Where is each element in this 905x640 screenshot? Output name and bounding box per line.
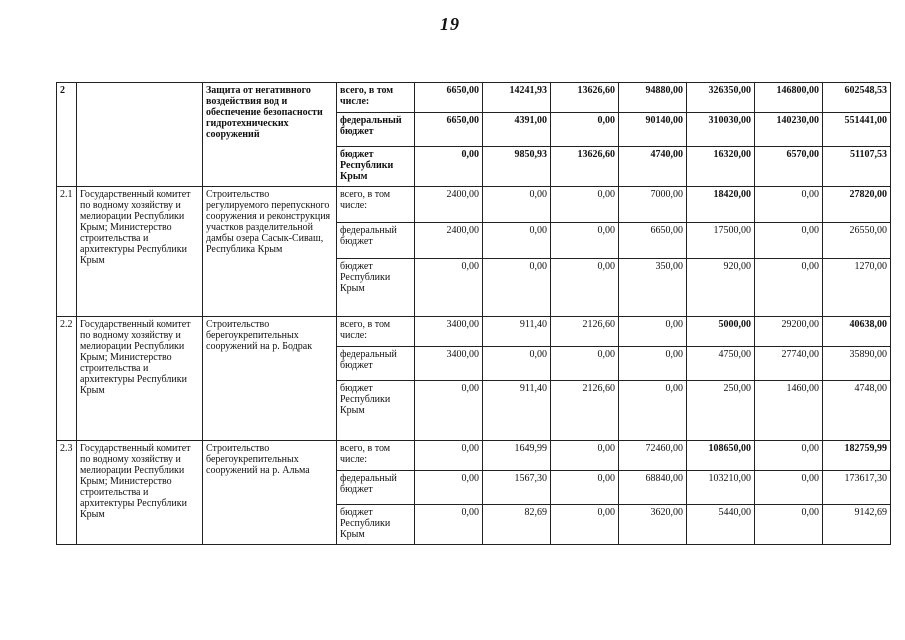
amount-cell: 3400,00 xyxy=(415,317,483,347)
amount-cell: 29200,00 xyxy=(755,317,823,347)
amount-cell: 90140,00 xyxy=(619,113,687,147)
amount-cell: 0,00 xyxy=(551,347,619,381)
amount-cell: 551441,00 xyxy=(823,113,891,147)
amount-cell: 0,00 xyxy=(483,223,551,259)
amount-cell: 17500,00 xyxy=(687,223,755,259)
amount-cell: 0,00 xyxy=(483,347,551,381)
amount-cell: 0,00 xyxy=(755,441,823,471)
amount-cell: 0,00 xyxy=(551,223,619,259)
table-row xyxy=(57,317,891,347)
amount-cell: 0,00 xyxy=(755,223,823,259)
executor-cell: Государственный комитет по водному хозяйству и мелиорации Республики Крым; Министерство строительства и архитектуры Республики Крым xyxy=(77,441,203,545)
amount-cell: 40638,00 xyxy=(823,317,891,347)
measure-cell: Строительство регулируемого перепускного сооружения и реконструкция участков разделительной дамбы озера Сасык-Сиваш, Республика Крым xyxy=(203,187,337,317)
funding-source-cell: бюджет Республики Крым xyxy=(337,505,415,545)
amount-cell: 4748,00 xyxy=(823,381,891,441)
amount-cell: 16320,00 xyxy=(687,147,755,187)
amount-cell: 2400,00 xyxy=(415,187,483,223)
amount-cell: 310030,00 xyxy=(687,113,755,147)
executor-cell xyxy=(77,83,203,187)
funding-source-cell: федеральный бюджет xyxy=(337,113,415,147)
amount-cell: 0,00 xyxy=(755,259,823,317)
row-number: 2.3 xyxy=(57,441,77,545)
amount-cell: 146800,00 xyxy=(755,83,823,113)
amount-cell: 0,00 xyxy=(755,187,823,223)
amount-cell: 4391,00 xyxy=(483,113,551,147)
amount-cell: 1460,00 xyxy=(755,381,823,441)
amount-cell: 6650,00 xyxy=(415,113,483,147)
amount-cell: 68840,00 xyxy=(619,471,687,505)
amount-cell: 0,00 xyxy=(755,471,823,505)
amount-cell: 0,00 xyxy=(619,317,687,347)
row-number: 2.2 xyxy=(57,317,77,441)
funding-source-cell: федеральный бюджет xyxy=(337,347,415,381)
amount-cell: 911,40 xyxy=(483,317,551,347)
funding-source-cell: федеральный бюджет xyxy=(337,223,415,259)
amount-cell: 3400,00 xyxy=(415,347,483,381)
amount-cell: 9142,69 xyxy=(823,505,891,545)
amount-cell: 182759,99 xyxy=(823,441,891,471)
amount-cell: 18420,00 xyxy=(687,187,755,223)
funding-source-cell: всего, в том числе: xyxy=(337,187,415,223)
amount-cell: 0,00 xyxy=(551,187,619,223)
amount-cell: 0,00 xyxy=(415,505,483,545)
amount-cell: 5000,00 xyxy=(687,317,755,347)
amount-cell: 27820,00 xyxy=(823,187,891,223)
amount-cell: 6570,00 xyxy=(755,147,823,187)
amount-cell: 0,00 xyxy=(551,505,619,545)
amount-cell: 72460,00 xyxy=(619,441,687,471)
amount-cell: 14241,93 xyxy=(483,83,551,113)
executor-cell: Государственный комитет по водному хозяйству и мелиорации Республики Крым; Министерство строительства и архитектуры Республики Крым xyxy=(77,317,203,441)
amount-cell: 602548,53 xyxy=(823,83,891,113)
amount-cell: 0,00 xyxy=(619,347,687,381)
amount-cell: 1649,99 xyxy=(483,441,551,471)
funding-source-cell: бюджет Республики Крым xyxy=(337,381,415,441)
amount-cell: 7000,00 xyxy=(619,187,687,223)
executor-cell: Государственный комитет по водному хозяйству и мелиорации Республики Крым; Министерство строительства и архитектуры Республики Крым xyxy=(77,187,203,317)
funding-source-cell: всего, в том числе: xyxy=(337,441,415,471)
amount-cell: 13626,60 xyxy=(551,147,619,187)
amount-cell: 51107,53 xyxy=(823,147,891,187)
funding-source-cell: бюджет Республики Крым xyxy=(337,147,415,187)
amount-cell: 9850,93 xyxy=(483,147,551,187)
amount-cell: 103210,00 xyxy=(687,471,755,505)
funding-source-cell: всего, в том числе: xyxy=(337,317,415,347)
measure-cell: Строительство берегоукрепительных сооружений на р. Альма xyxy=(203,441,337,545)
amount-cell: 0,00 xyxy=(415,147,483,187)
amount-cell: 2126,60 xyxy=(551,381,619,441)
amount-cell: 0,00 xyxy=(415,471,483,505)
amount-cell: 0,00 xyxy=(551,113,619,147)
amount-cell: 0,00 xyxy=(483,187,551,223)
amount-cell: 4750,00 xyxy=(687,347,755,381)
amount-cell: 2400,00 xyxy=(415,223,483,259)
amount-cell: 26550,00 xyxy=(823,223,891,259)
funding-source-cell: федеральный бюджет xyxy=(337,471,415,505)
budget-table-body xyxy=(57,83,891,545)
amount-cell: 6650,00 xyxy=(619,223,687,259)
amount-cell: 0,00 xyxy=(415,381,483,441)
amount-cell: 2126,60 xyxy=(551,317,619,347)
amount-cell: 250,00 xyxy=(687,381,755,441)
amount-cell: 173617,30 xyxy=(823,471,891,505)
amount-cell: 0,00 xyxy=(551,471,619,505)
amount-cell: 350,00 xyxy=(619,259,687,317)
amount-cell: 326350,00 xyxy=(687,83,755,113)
amount-cell: 13626,60 xyxy=(551,83,619,113)
amount-cell: 0,00 xyxy=(483,259,551,317)
measure-cell: Строительство берегоукрепительных сооружений на р. Бодрак xyxy=(203,317,337,441)
amount-cell: 0,00 xyxy=(415,441,483,471)
amount-cell: 108650,00 xyxy=(687,441,755,471)
amount-cell: 920,00 xyxy=(687,259,755,317)
table-row xyxy=(57,83,891,113)
amount-cell: 35890,00 xyxy=(823,347,891,381)
amount-cell: 1567,30 xyxy=(483,471,551,505)
amount-cell: 0,00 xyxy=(551,259,619,317)
amount-cell: 1270,00 xyxy=(823,259,891,317)
measure-cell: Защита от негативного воздействия вод и обеспечение безопасности гидротехнических сооружений xyxy=(203,83,337,187)
table-row xyxy=(57,441,891,471)
amount-cell: 0,00 xyxy=(619,381,687,441)
amount-cell: 911,40 xyxy=(483,381,551,441)
amount-cell: 4740,00 xyxy=(619,147,687,187)
amount-cell: 0,00 xyxy=(551,441,619,471)
amount-cell: 0,00 xyxy=(415,259,483,317)
amount-cell: 27740,00 xyxy=(755,347,823,381)
amount-cell: 0,00 xyxy=(755,505,823,545)
amount-cell: 3620,00 xyxy=(619,505,687,545)
row-number: 2 xyxy=(57,83,77,187)
funding-source-cell: бюджет Республики Крым xyxy=(337,259,415,317)
amount-cell: 94880,00 xyxy=(619,83,687,113)
page-number: 19 xyxy=(440,14,460,34)
table-row xyxy=(57,187,891,223)
amount-cell: 140230,00 xyxy=(755,113,823,147)
funding-source-cell: всего, в том числе: xyxy=(337,83,415,113)
budget-table xyxy=(56,82,891,545)
amount-cell: 5440,00 xyxy=(687,505,755,545)
row-number: 2.1 xyxy=(57,187,77,317)
amount-cell: 82,69 xyxy=(483,505,551,545)
amount-cell: 6650,00 xyxy=(415,83,483,113)
